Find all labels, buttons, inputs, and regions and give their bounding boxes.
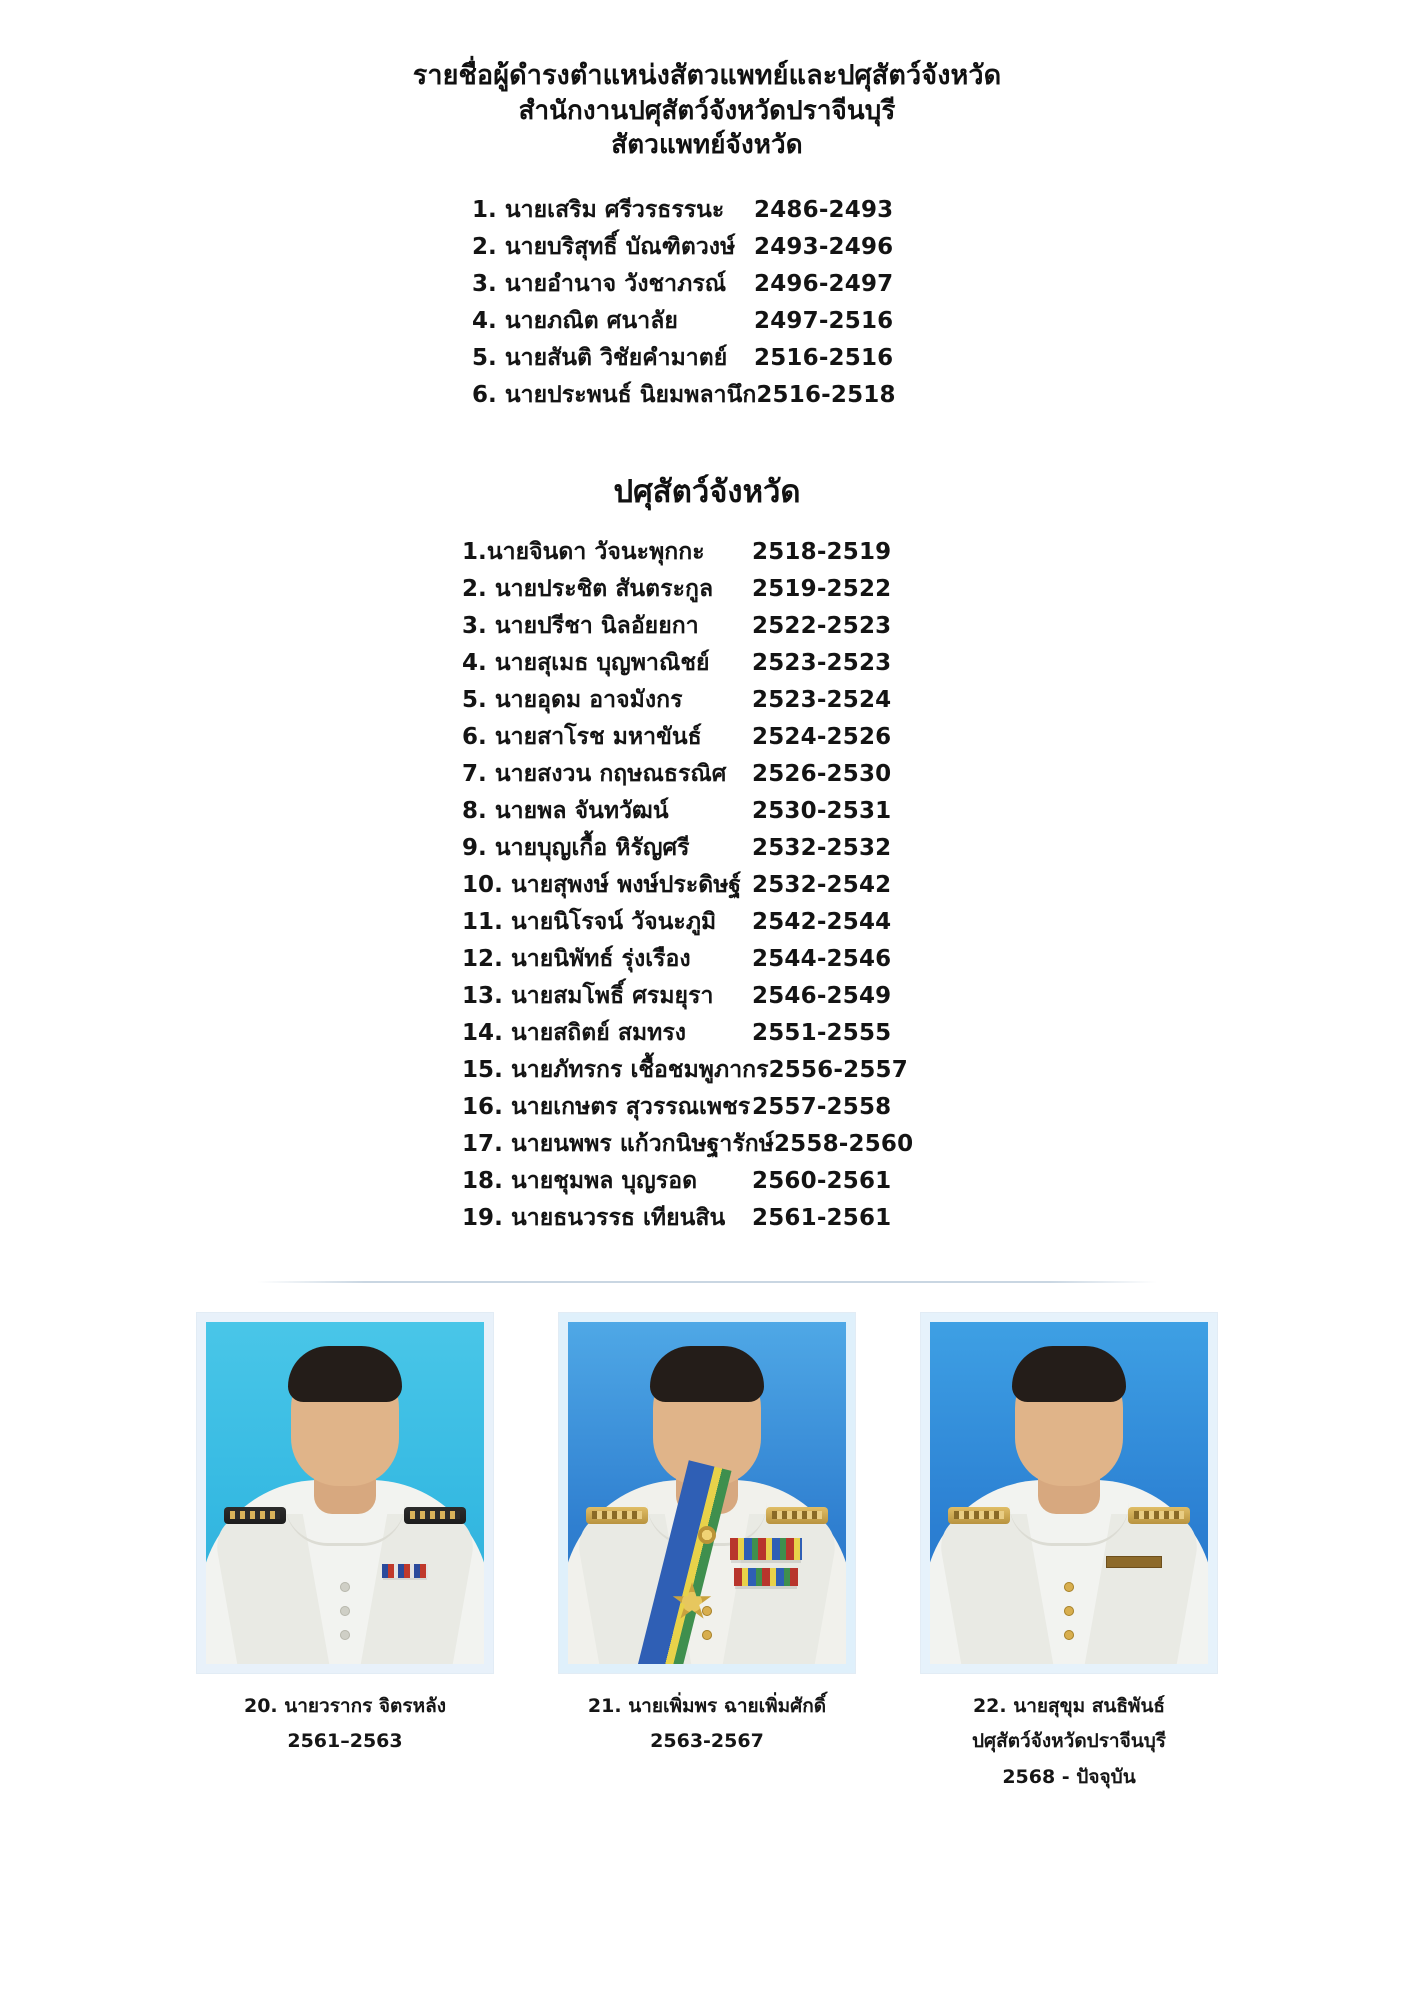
officer-years: 2523-2524 bbox=[752, 687, 892, 714]
officer-name: 22. นายสุขุม สนธิพันธ์ bbox=[972, 1695, 1166, 1718]
officer-name: 6. นายประพนธ์ นิยมพลานึก bbox=[472, 382, 757, 409]
officer-years: 2516-2518 bbox=[756, 382, 896, 409]
officer-years: 2561–2563 bbox=[287, 1730, 403, 1753]
officer-photo-card bbox=[195, 1313, 495, 1794]
officer-years: 2544-2546 bbox=[752, 946, 892, 973]
list-item bbox=[472, 266, 942, 303]
officer-years: 2546-2549 bbox=[752, 983, 892, 1010]
officer-name: 14. นายสถิตย์ สมทรง bbox=[462, 1020, 687, 1047]
list-item bbox=[472, 377, 942, 414]
list-item bbox=[462, 756, 952, 793]
list-item bbox=[462, 719, 952, 756]
list-item bbox=[462, 941, 952, 978]
list-item bbox=[462, 1200, 952, 1237]
officer-years: 2496-2497 bbox=[754, 271, 894, 298]
officer-name: 1.นายจินดา วัจนะพุกกะ bbox=[462, 539, 705, 566]
officer-name: 18. นายชุมพล บุญรอด bbox=[462, 1168, 698, 1195]
officer-name: 2. นายประชิต สันตระกูล bbox=[462, 576, 714, 603]
list-item bbox=[462, 571, 952, 608]
officer-years: 2556-2557 bbox=[768, 1057, 908, 1084]
officer-years: 2542-2544 bbox=[752, 909, 892, 936]
list-item bbox=[462, 978, 952, 1015]
officer-years: 2518-2519 bbox=[752, 539, 892, 566]
officer-name: 5. นายสันติ วิชัยคำมาตย์ bbox=[472, 345, 728, 372]
list-item bbox=[462, 1126, 952, 1163]
list-item bbox=[462, 1015, 952, 1052]
officer-name: 13. นายสมโพธิ์ ศรมยุรา bbox=[462, 983, 714, 1010]
officer-name: 16. นายเกษตร สุวรรณเพชร bbox=[462, 1094, 751, 1121]
officer-name: 11. นายนิโรจน์ วัจนะภูมิ bbox=[462, 909, 717, 936]
officer-years: 2568 - ปัจจุบัน bbox=[1002, 1765, 1136, 1788]
officer-name: 5. นายอุดม อาจมังกร bbox=[462, 687, 683, 714]
officer-years: 2551-2555 bbox=[752, 1020, 892, 1047]
officer-name: 4. นายสุเมธ บุญพาณิชย์ bbox=[462, 650, 710, 677]
section-heading-livestock: ปศุสัตว์จังหวัด bbox=[613, 474, 801, 511]
photo-gallery bbox=[0, 1313, 1414, 1794]
officer-name: 2. นายบริสุทธิ์ บัณฑิตวงษ์ bbox=[472, 234, 736, 261]
officer-years: 2497-2516 bbox=[754, 308, 894, 335]
officer-name: 4. นายภณิต ศนาลัย bbox=[472, 308, 678, 335]
office-subtitle: สำนักงานปศุสัตว์จังหวัดปราจีนบุรี bbox=[518, 95, 896, 126]
list-item bbox=[462, 645, 952, 682]
livestock-officer-list bbox=[462, 534, 952, 1237]
officer-years: 2558-2560 bbox=[773, 1131, 914, 1158]
officer-photo-card bbox=[557, 1313, 857, 1794]
officer-name: 9. นายบุญเกื้อ หิรัญศรี bbox=[462, 835, 690, 862]
list-item bbox=[462, 1163, 952, 1200]
list-item bbox=[462, 534, 952, 571]
officer-years: 2561-2561 bbox=[752, 1205, 892, 1232]
officer-name: 10. นายสุพงษ์ พงษ์ประดิษฐ์ bbox=[462, 872, 742, 899]
list-item bbox=[462, 867, 952, 904]
officer-name: 20. นายวรากร จิตรหลัง bbox=[243, 1695, 447, 1718]
document-header bbox=[0, 58, 1414, 162]
list-item bbox=[472, 192, 942, 229]
list-item bbox=[462, 830, 952, 867]
officer-years: 2557-2558 bbox=[752, 1094, 892, 1121]
officer-position: ปศุสัตว์จังหวัดปราจีนบุรี bbox=[972, 1730, 1166, 1753]
officer-years: 2532-2532 bbox=[752, 835, 892, 862]
section-subtitle-veterinarian: สัตวแพทย์จังหวัด bbox=[611, 129, 803, 160]
officer-name: 3. นายอำนาจ วังชาภรณ์ bbox=[472, 271, 727, 298]
officer-years: 2493-2496 bbox=[754, 234, 894, 261]
officer-name: 1. นายเสริม ศรีวรธรรนะ bbox=[472, 197, 725, 224]
photo-caption bbox=[972, 1689, 1166, 1794]
list-item bbox=[462, 904, 952, 941]
list-item bbox=[462, 793, 952, 830]
list-item bbox=[472, 303, 942, 340]
officer-name: 3. นายปรีชา นิลอัยยกา bbox=[462, 613, 699, 640]
officer-name: 19. นายธนวรรธ เทียนสิน bbox=[462, 1205, 726, 1232]
photo-caption bbox=[588, 1689, 826, 1759]
officer-years: 2516-2516 bbox=[754, 345, 894, 372]
officer-years: 2532-2542 bbox=[752, 872, 892, 899]
veterinarian-list bbox=[472, 192, 942, 414]
list-item bbox=[462, 1052, 952, 1089]
officer-name: 15. นายภัทรกร เชื้อชมพูภากร bbox=[462, 1057, 769, 1084]
list-item bbox=[462, 1089, 952, 1126]
officer-portrait bbox=[568, 1322, 846, 1664]
officer-name: 17. นายนพพร แก้วกนิษฐารักษ์ bbox=[462, 1131, 774, 1158]
officer-years: 2530-2531 bbox=[752, 798, 892, 825]
officer-name: 6. นายสาโรช มหาขันธ์ bbox=[462, 724, 702, 751]
officer-years: 2486-2493 bbox=[754, 197, 894, 224]
officer-years: 2519-2522 bbox=[752, 576, 892, 603]
officer-years: 2523-2523 bbox=[752, 650, 892, 677]
photo-frame bbox=[921, 1313, 1217, 1673]
list-item bbox=[462, 608, 952, 645]
section-divider bbox=[257, 1281, 1157, 1283]
photo-caption bbox=[244, 1689, 446, 1759]
officer-years: 2522-2523 bbox=[752, 613, 892, 640]
officer-years: 2526-2530 bbox=[752, 761, 892, 788]
list-item bbox=[472, 229, 942, 266]
officer-name: 12. นายนิพัทธ์ รุ่งเรือง bbox=[462, 946, 691, 973]
list-item bbox=[472, 340, 942, 377]
page-title: รายชื่อผู้ดำรงตำแหน่งสัตวแพทย์และปศุสัตว์จังหวัด bbox=[412, 60, 1002, 91]
photo-frame bbox=[559, 1313, 855, 1673]
officer-name: 21. นายเพิ่มพร ฉายเพิ่มศักดิ์ bbox=[587, 1695, 827, 1718]
officer-photo-card bbox=[919, 1313, 1219, 1794]
officer-years: 2524-2526 bbox=[752, 724, 892, 751]
officer-portrait bbox=[206, 1322, 484, 1664]
officer-portrait bbox=[930, 1322, 1208, 1664]
officer-name: 7. นายสงวน กฤษณธรณิศ bbox=[462, 761, 727, 788]
list-item bbox=[462, 682, 952, 719]
photo-frame bbox=[197, 1313, 493, 1673]
officer-name: 8. นายพล จันทวัฒน์ bbox=[462, 798, 669, 825]
officer-years: 2563-2567 bbox=[650, 1730, 764, 1753]
officer-years: 2560-2561 bbox=[752, 1168, 892, 1195]
